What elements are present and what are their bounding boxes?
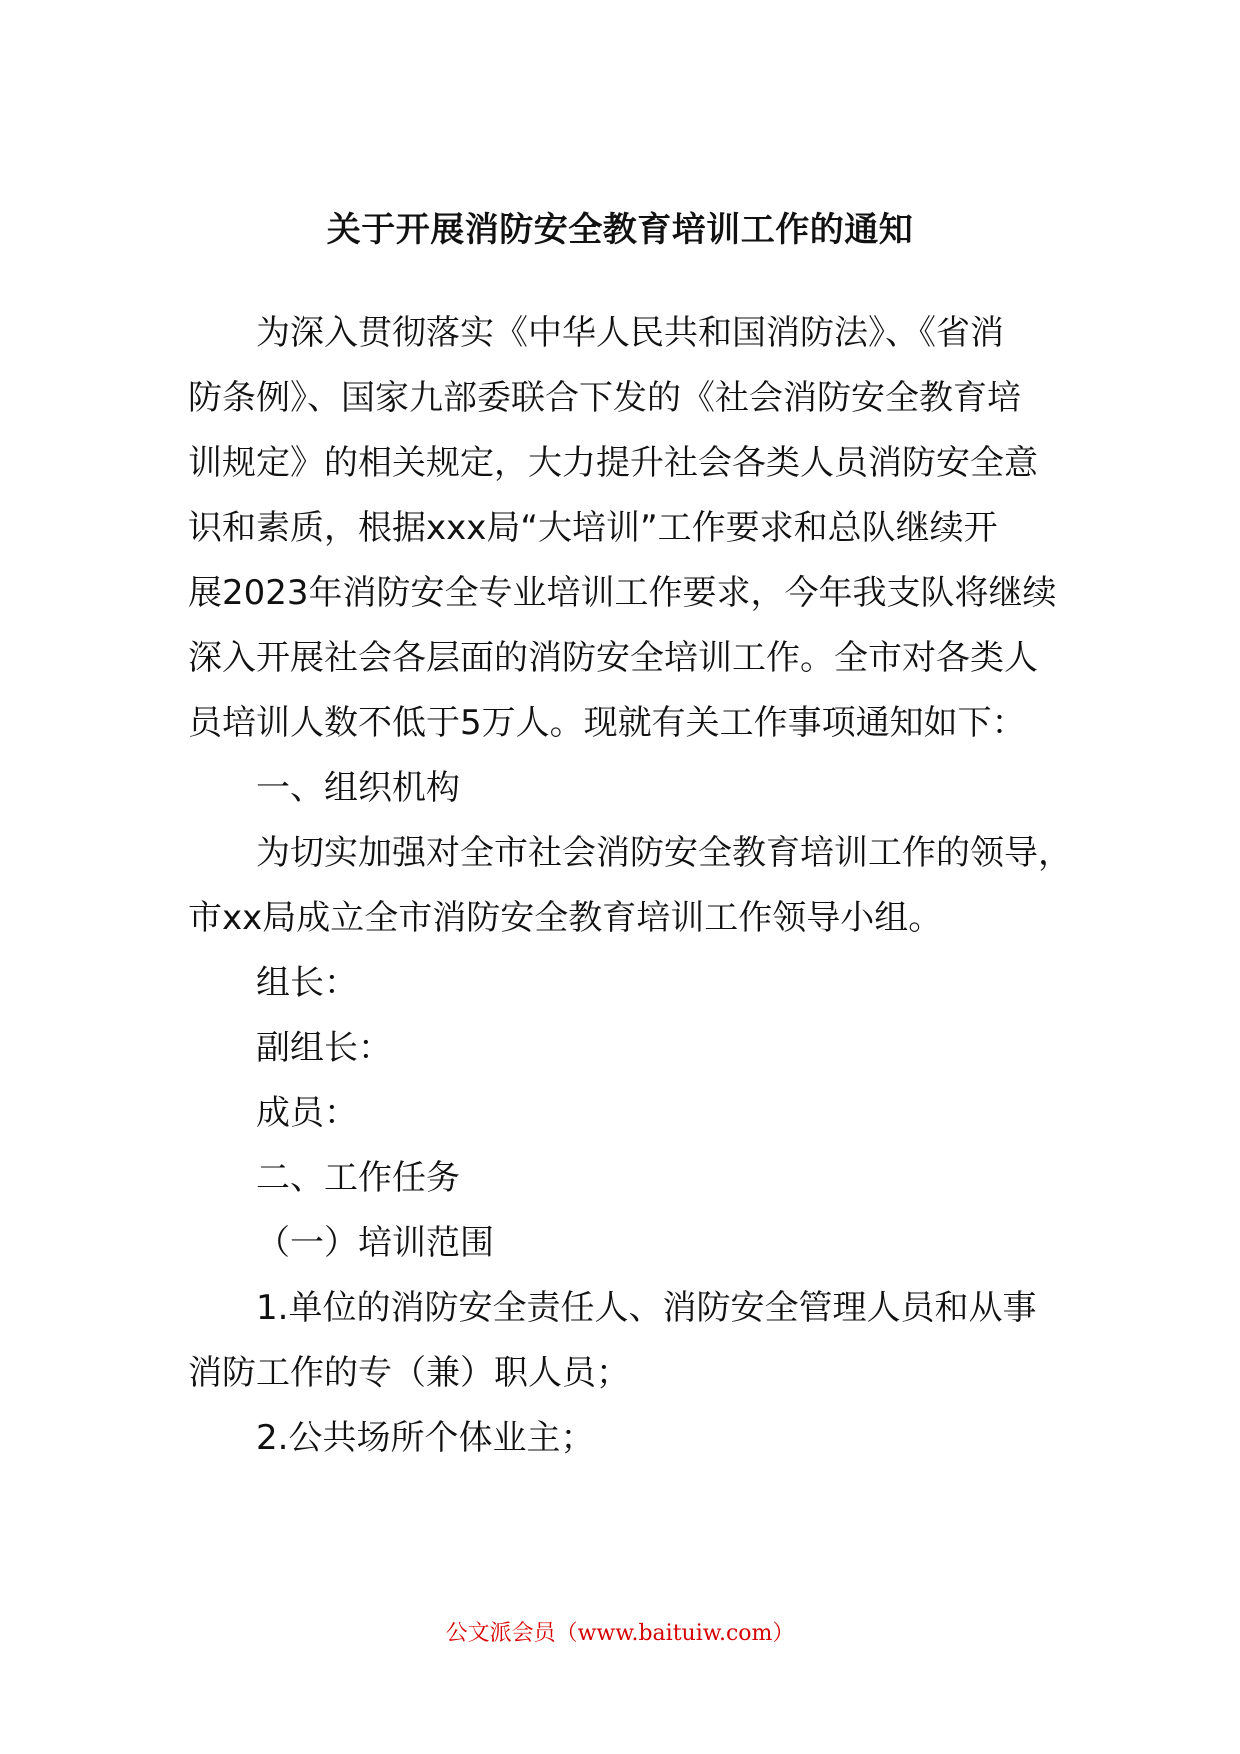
body-line: 防条例》、国家九部委联合下发的《社会消防安全教育培 (188, 378, 1021, 418)
subsection-heading-scope: （一）培训范围 (256, 1223, 494, 1263)
leader-label: 组长： (256, 963, 358, 1003)
body-line: 市xx局成立全市消防安全教育培训工作领导小组。 (188, 898, 943, 938)
members-label: 成员： (256, 1093, 358, 1133)
deputy-leader-label: 副组长： (256, 1028, 392, 1068)
list-item: 2.公共场所个体业主； (256, 1418, 595, 1458)
body-line: 为切实加强对全市社会消防安全教育培训工作的领导， (256, 833, 1072, 873)
section-heading-tasks: 二、工作任务 (256, 1158, 460, 1198)
body-line: 为深入贯彻落实《中华人民共和国消防法》、《省消 (256, 313, 1004, 353)
list-item: 1.单位的消防安全责任人、消防安全管理人员和从事 (256, 1288, 1037, 1328)
document-title: 关于开展消防安全教育培训工作的通知 (326, 210, 914, 250)
body-line: 员培训人数不低于5万人。现就有关工作事项通知如下： (188, 703, 1026, 743)
body-line: 识和素质，根据xxx局“大培训”工作要求和总队继续开 (188, 508, 998, 548)
section-heading-organization: 一、组织机构 (256, 768, 460, 808)
body-line: 训规定》的相关规定，大力提升社会各类人员消防安全意 (188, 443, 1038, 483)
document-body (188, 301, 1072, 1471)
body-line: 深入开展社会各层面的消防安全培训工作。全市对各类人 (188, 638, 1038, 678)
body-line: 展2023年消防安全专业培训工作要求，今年我支队将继续 (188, 573, 1057, 613)
list-item-continuation: 消防工作的专（兼）职人员； (188, 1353, 630, 1393)
footer-watermark: 公文派会员（www.baituiw.com） (445, 1621, 795, 1646)
